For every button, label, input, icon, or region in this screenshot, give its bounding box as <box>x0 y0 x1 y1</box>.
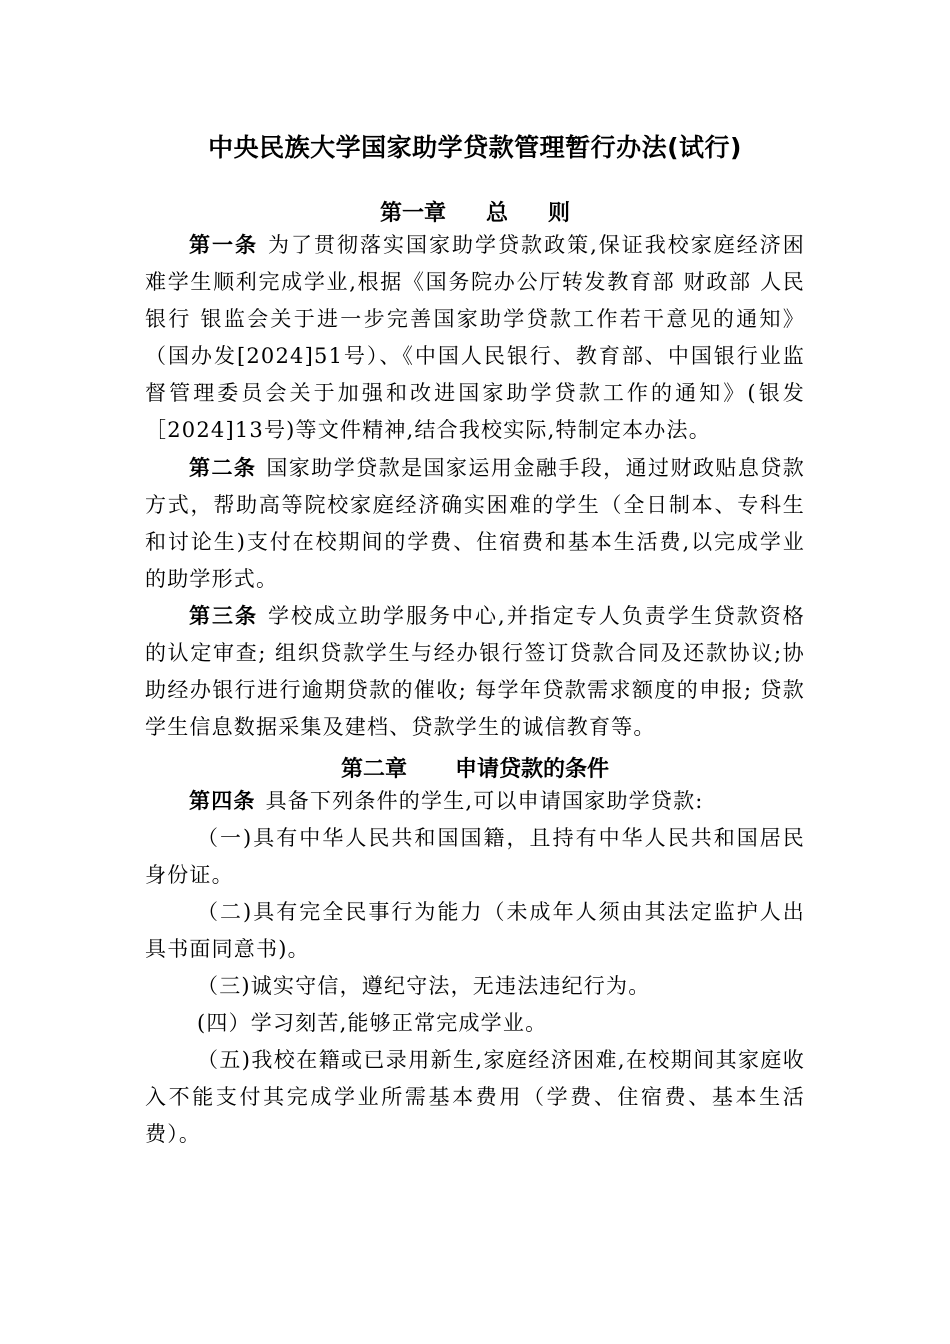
article-4 <box>145 783 805 820</box>
chapter-1-number: 第一章 <box>379 201 446 226</box>
article-2-text: 国家助学贷款是国家运用金融手段，通过财政贴息贷款方式，帮助高等院校家庭经济确实困难的学生（全日制本、专科生和讨论生)支付在校期间的学费、住宿费和基本生活费,以完成学业的助学形式。 <box>145 456 805 591</box>
article-4-text: 具备下列条件的学生,可以申请国家助学贷款: <box>265 789 704 813</box>
item-4: (四）学习刻苦,能够正常完成学业。 <box>197 1011 548 1035</box>
article-4-lead: 第四条 <box>189 789 256 813</box>
chapter-2-number: 第二章 <box>340 757 407 782</box>
chapter-1-name-a: 总 <box>485 201 508 226</box>
article-1-lead: 第一条 <box>189 233 259 257</box>
chapter-2-heading <box>0 752 950 783</box>
item-5: （五)我校在籍或已录用新生,家庭经济困难,在校期间其家庭收入不能支付其完成学业所需基本费用（学费、住宿费、基本生活费）。 <box>145 1048 805 1146</box>
item-3: （三)诚实守信，遵纪守法，无违法违纪行为。 <box>197 974 651 998</box>
document-title: 中央民族大学国家助学贷款管理暂行办法(试行) <box>208 133 742 162</box>
chapter-2-name: 申请贷款的条件 <box>455 757 610 782</box>
article-1-text: 为了贯彻落实国家助学贷款政策,保证我校家庭经济困难学生顺利完成学业,根据《国务院办公厅转发教育部 财政部 人民银行 银监会关于进一步完善国家助学贷款工作若干意见的通知》（国办发[2024]51号）、《中国人民银行、教育部、中国银行业监督管理委员会关于加强和改进国家助学贷款工作的通知》(银发［2024]13号)等文件精神,结合我校实际,特制定本办法。 <box>145 233 805 442</box>
item-2: （二)具有完全民事行为能力（未成年人须由其法定监护人出具书面同意书)。 <box>145 900 805 961</box>
chapter-1-heading <box>0 196 950 227</box>
article-3 <box>145 598 805 746</box>
article-3-text: 学校成立助学服务中心,并指定专人负责学生贷款资格的认定审查; 组织贷款学生与经办银行签订贷款合同及还款协议;协助经办银行进行逾期贷款的催收; 每学年贷款需求额度的申报; 贷款学生信息数据采集及建档、贷款学生的诚信教育等。 <box>145 604 805 739</box>
article-2-lead: 第二条 <box>189 456 257 480</box>
article-3-lead: 第三条 <box>189 604 259 628</box>
article-2 <box>145 450 805 598</box>
chapter-1-name-b: 则 <box>548 201 571 226</box>
item-1: （一)具有中华人民共和国国籍，且持有中华人民共和国居民身份证。 <box>145 826 805 887</box>
article-1 <box>145 227 805 449</box>
